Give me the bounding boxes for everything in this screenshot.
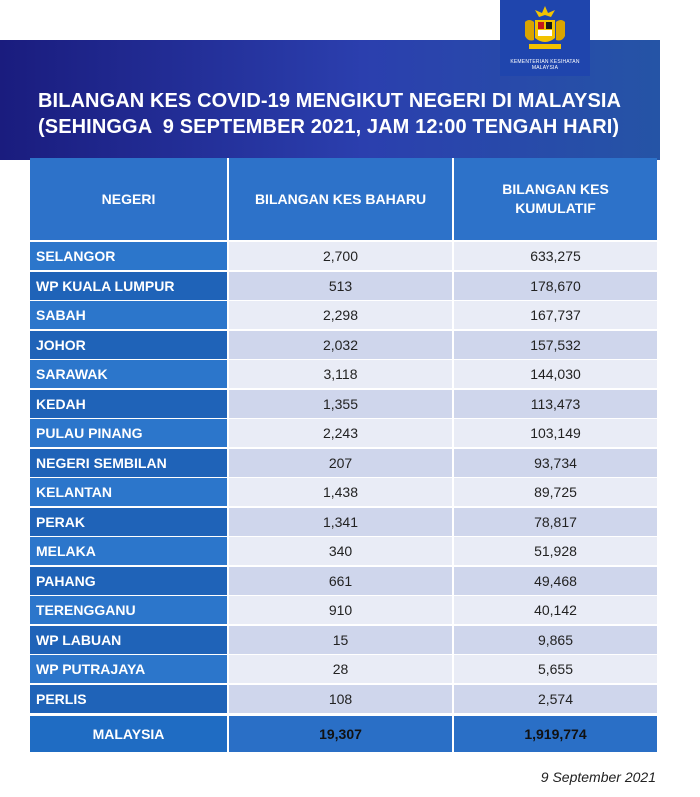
- coat-of-arms-icon: [517, 4, 573, 58]
- new-cases-cell: 1,355: [229, 390, 452, 418]
- ministry-caption: KEMENTERIAN KESIHATAN MALAYSIA: [510, 59, 580, 71]
- table-row: [30, 655, 657, 683]
- state-cell: PERLIS: [30, 685, 227, 713]
- state-cell: WP KUALA LUMPUR: [30, 272, 227, 300]
- cumulative-cell: 78,817: [454, 508, 657, 536]
- new-cases-cell: 2,032: [229, 331, 452, 359]
- new-cases-cell: 108: [229, 685, 452, 713]
- table-row: [30, 390, 657, 418]
- new-cases-cell: 910: [229, 596, 452, 624]
- new-cases-cell: 207: [229, 449, 452, 477]
- table-row: [30, 596, 657, 624]
- cases-table: [30, 158, 657, 752]
- cumulative-cell: 113,473: [454, 390, 657, 418]
- table-row: [30, 242, 657, 270]
- total-new-cases: 19,307: [229, 716, 452, 752]
- state-cell: PULAU PINANG: [30, 419, 227, 447]
- cumulative-cell: 9,865: [454, 626, 657, 654]
- state-cell: JOHOR: [30, 331, 227, 359]
- cumulative-cell: 89,725: [454, 478, 657, 506]
- new-cases-cell: 28: [229, 655, 452, 683]
- cumulative-cell: 5,655: [454, 655, 657, 683]
- state-cell: SABAH: [30, 301, 227, 329]
- state-cell: WP PUTRAJAYA: [30, 655, 227, 683]
- header-state: [30, 158, 227, 240]
- state-cell: KELANTAN: [30, 478, 227, 506]
- page-title: [38, 88, 678, 140]
- state-cell: SELANGOR: [30, 242, 227, 270]
- table-row: [30, 478, 657, 506]
- table-row: [30, 626, 657, 654]
- state-cell: NEGERI SEMBILAN: [30, 449, 227, 477]
- state-cell: TERENGGANU: [30, 596, 227, 624]
- cumulative-cell: 167,737: [454, 301, 657, 329]
- new-cases-cell: 513: [229, 272, 452, 300]
- header-cumulative-line-1: BILANGAN KES: [502, 181, 609, 197]
- total-cumulative: 1,919,774: [454, 716, 657, 752]
- state-cell: PAHANG: [30, 567, 227, 595]
- report-date: 9 September 2021: [540, 769, 656, 785]
- cumulative-cell: 93,734: [454, 449, 657, 477]
- ministry-logo: [500, 0, 590, 76]
- table-row: [30, 360, 657, 388]
- cumulative-cell: 103,149: [454, 419, 657, 447]
- cumulative-cell: 51,928: [454, 537, 657, 565]
- table-row: [30, 331, 657, 359]
- new-cases-cell: 2,298: [229, 301, 452, 329]
- new-cases-cell: 661: [229, 567, 452, 595]
- table-row: [30, 685, 657, 713]
- table-row: [30, 272, 657, 300]
- table-header-row: [30, 158, 657, 240]
- cumulative-cell: 2,574: [454, 685, 657, 713]
- new-cases-cell: 2,700: [229, 242, 452, 270]
- table-row: [30, 449, 657, 477]
- cumulative-cell: 178,670: [454, 272, 657, 300]
- header-state-label: NEGERI: [101, 190, 156, 207]
- table-row: [30, 537, 657, 565]
- cumulative-cell: 49,468: [454, 567, 657, 595]
- new-cases-cell: 3,118: [229, 360, 452, 388]
- table-row: [30, 301, 657, 329]
- header-new-cases-label: BILANGAN KES BAHARU: [254, 190, 427, 207]
- total-state: MALAYSIA: [30, 716, 227, 752]
- table-total-row: [30, 716, 657, 752]
- cumulative-cell: 633,275: [454, 242, 657, 270]
- table-row: [30, 508, 657, 536]
- cumulative-cell: 157,532: [454, 331, 657, 359]
- new-cases-cell: 340: [229, 537, 452, 565]
- state-cell: PERAK: [30, 508, 227, 536]
- cumulative-cell: 144,030: [454, 360, 657, 388]
- title-line-2: (SEHINGGA 9 SEPTEMBER 2021, JAM 12:00 TENGAH HARI): [38, 116, 620, 138]
- state-cell: WP LABUAN: [30, 626, 227, 654]
- header-new-cases: [229, 158, 452, 240]
- state-cell: SARAWAK: [30, 360, 227, 388]
- table-row: [30, 567, 657, 595]
- new-cases-cell: 1,341: [229, 508, 452, 536]
- header-cumulative: [454, 158, 657, 240]
- new-cases-cell: 15: [229, 626, 452, 654]
- state-cell: KEDAH: [30, 390, 227, 418]
- title-line-1: BILANGAN KES COVID-19 MENGIKUT NEGERI DI MALAYSIA: [38, 90, 622, 112]
- new-cases-cell: 1,438: [229, 478, 452, 506]
- cumulative-cell: 40,142: [454, 596, 657, 624]
- header-cumulative-line-2: KUMULATIF: [515, 200, 596, 216]
- state-cell: MELAKA: [30, 537, 227, 565]
- table-row: [30, 419, 657, 447]
- new-cases-cell: 2,243: [229, 419, 452, 447]
